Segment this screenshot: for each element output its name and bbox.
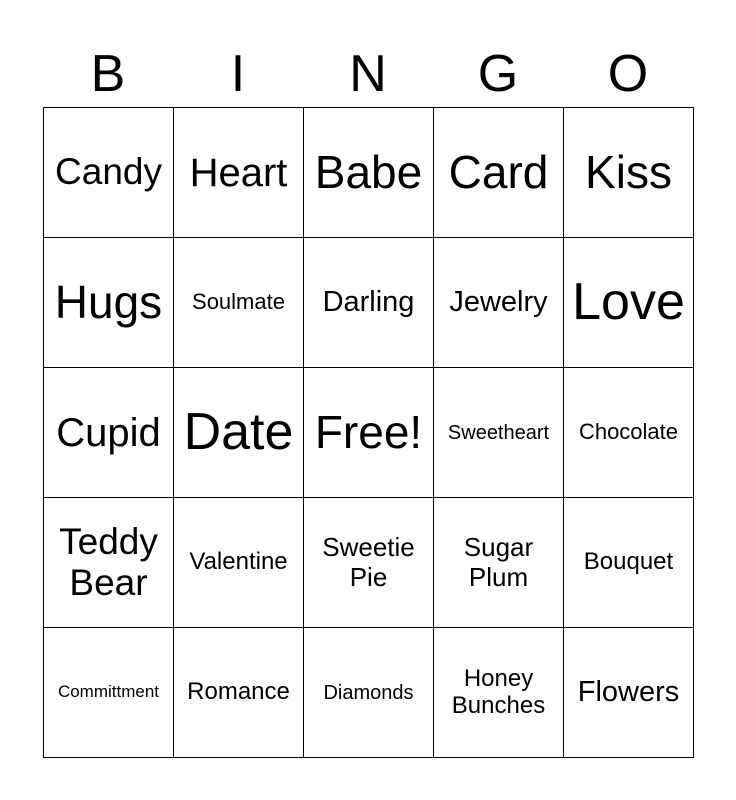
bingo-cell[interactable] <box>304 238 434 368</box>
bingo-header <box>43 40 693 108</box>
bingo-cell[interactable] <box>44 238 174 368</box>
cell-label: Jewelry <box>449 285 548 318</box>
cell-label: Darling <box>322 285 415 318</box>
cell-label: Honey Bunches <box>451 665 546 719</box>
cell-label: Flowers <box>577 675 680 708</box>
bingo-cell[interactable] <box>564 368 694 498</box>
header-letter-o: O <box>607 45 649 103</box>
bingo-cell[interactable] <box>174 628 304 758</box>
bingo-cell[interactable] <box>434 108 564 238</box>
header-letter-b: B <box>90 45 126 103</box>
cell-label: Sweetie Pie <box>322 531 415 592</box>
bingo-cell[interactable] <box>434 238 564 368</box>
cell-label: Hugs <box>54 276 163 329</box>
cell-label: Bouquet <box>583 548 674 576</box>
cell-label: Date <box>183 402 294 461</box>
header-letter-n: N <box>349 45 387 103</box>
cell-label: Soulmate <box>192 289 285 315</box>
bingo-cell[interactable] <box>304 628 434 758</box>
bingo-cell[interactable] <box>564 238 694 368</box>
cell-label: Candy <box>55 151 162 193</box>
cell-label: Sweetheart <box>447 421 550 444</box>
bingo-cell[interactable] <box>434 628 564 758</box>
cell-label: Sugar Plum <box>463 531 534 592</box>
bingo-cell[interactable] <box>44 108 174 238</box>
cell-label: Love <box>572 272 685 331</box>
cell-label: Committment <box>57 682 160 702</box>
bingo-cell[interactable] <box>304 498 434 628</box>
bingo-cell[interactable] <box>434 368 564 498</box>
cell-label: Chocolate <box>578 419 679 445</box>
cell-label: Free! <box>314 406 423 459</box>
cell-label: Card <box>448 146 549 199</box>
cell-label: Diamonds <box>323 681 414 704</box>
bingo-cell[interactable] <box>304 108 434 238</box>
cell-label: Babe <box>314 146 423 199</box>
bingo-cell[interactable] <box>174 368 304 498</box>
bingo-cell[interactable] <box>44 628 174 758</box>
bingo-cell[interactable] <box>44 368 174 498</box>
bingo-cell[interactable] <box>174 498 304 628</box>
bingo-cell[interactable] <box>174 108 304 238</box>
bingo-board <box>43 107 694 758</box>
header-letter-g: G <box>477 45 519 103</box>
header-letter-i: I <box>230 45 246 103</box>
bingo-cell[interactable] <box>174 238 304 368</box>
cell-label: Romance <box>187 678 290 706</box>
bingo-cell[interactable] <box>564 498 694 628</box>
cell-label: Kiss <box>585 146 672 199</box>
cell-label: Valentine <box>189 548 288 576</box>
cell-label: Cupid <box>56 410 161 455</box>
cell-label: Teddy Bear <box>59 520 158 603</box>
bingo-cell[interactable] <box>434 498 564 628</box>
bingo-cell[interactable] <box>44 498 174 628</box>
bingo-cell[interactable] <box>564 628 694 758</box>
bingo-cell-free[interactable] <box>304 368 434 498</box>
cell-label: Heart <box>189 150 288 195</box>
bingo-cell[interactable] <box>564 108 694 238</box>
